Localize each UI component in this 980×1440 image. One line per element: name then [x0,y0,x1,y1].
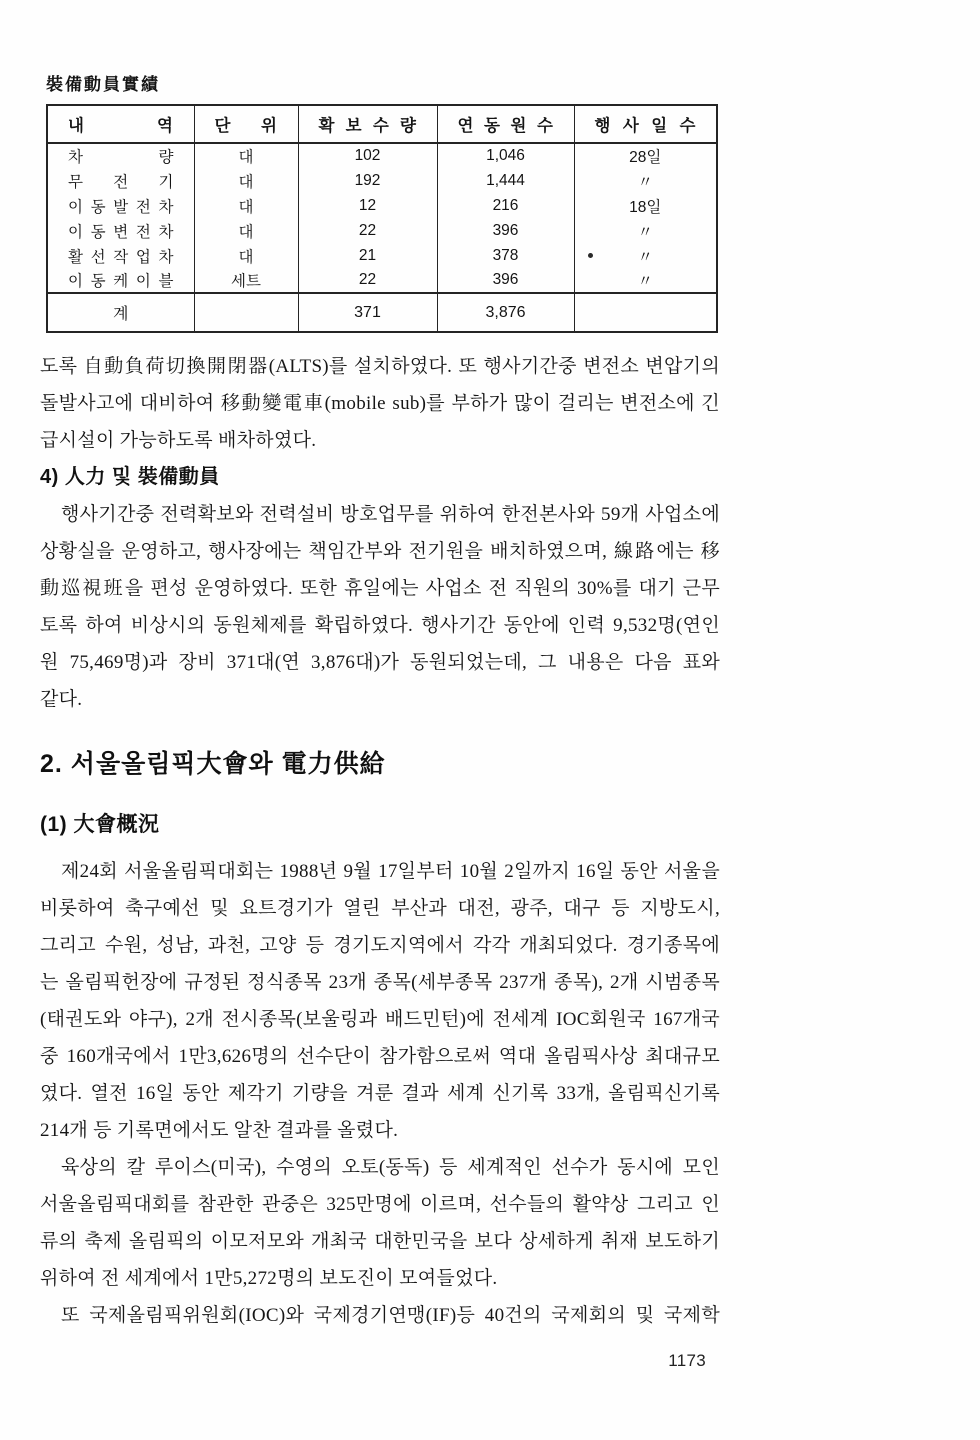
cell-unit: 대 [194,193,298,218]
text-line: 비롯하여 축구예선 및 요트경기가 열린 부산과 대전, 광주, 대구 등 지방도시, [40,898,720,919]
cell-unit: 대 [194,168,298,193]
cell-qty: 22 [298,218,437,243]
text-line: 급시설이 가능하도록 배차하였다. [40,430,317,451]
cell-days: 〃 [574,218,717,243]
cell-item: 무 전 기 [47,168,194,193]
text-line: 도록 自動負荷切換開閉器(ALTS)를 설치하였다. 또 행사기간중 변전소 변압기의 [40,356,720,377]
text-line: 중 160개국에서 1만3,626명의 선수단이 참가함으로써 역대 올림픽사상 최대규모 [40,1046,720,1067]
cell-total-label: 계 [47,293,194,332]
table-row [47,268,717,293]
cell-unit: 대 [194,218,298,243]
paragraph-manpower [40,496,720,718]
column-header-total-mobilized: 연 동 원 수 [437,105,574,143]
text-line: (태권도와 야구), 2개 전시종목(보울링과 배드민턴)에 전세계 IOC회원국 167개국 [40,1009,720,1030]
cell-total-qty: 371 [298,293,437,332]
cell-total-unit [194,293,298,332]
print-artifact-dot [588,253,593,258]
cell-item: 이 동 변 전 차 [47,218,194,243]
column-header-item: 내 역 [47,105,194,143]
cell-qty: 192 [298,168,437,193]
paragraph-alts [40,348,720,459]
cell-days: 18일 [574,193,717,218]
cell-qty: 21 [298,243,437,268]
cell-days: 〃 [574,243,717,268]
column-header-unit: 단 위 [194,105,298,143]
cell-item: 이 동 케 이 블 [47,268,194,293]
text-line: 상황실을 운영하고, 행사장에는 책임간부와 전기원을 배치하였으며, 線路에는 移 [40,541,720,562]
text-line: 육상의 칼 루이스(미국), 수영의 오토(동독) 등 세계적인 선수가 동시에 모인 [61,1157,720,1178]
paragraph-congress [40,1297,720,1334]
cell-mobilized: 396 [437,218,574,243]
cell-days: 28일 [574,143,717,168]
table-row [47,193,717,218]
chapter-heading: 2. 서울올림픽大會와 電力供給 [40,750,386,778]
text-column [40,348,720,1376]
text-line: 는 올림픽헌장에 규정된 정식종목 23개 종목(세부종목 237개 종목), 2개 시범종목 [40,972,720,993]
cell-qty: 102 [298,143,437,168]
cell-total-days [574,293,717,332]
text-line: 토록 하여 비상시의 동원체제를 확립하였다. 행사기간 동안에 인력 9,532명(연인 [40,615,720,636]
equipment-mobilization-table [46,104,718,333]
text-line: 그리고 수원, 성남, 과천, 고양 등 경기도지역에서 각각 개최되었다. 경기종목에 [40,935,720,956]
text-line: 또 국제올림픽위원회(IOC)와 국제경기연맹(IF)등 40건의 국제회의 및 국제학 [61,1305,720,1326]
text-line: 돌발사고에 대비하여 移動變電車(mobile sub)를 부하가 많이 걸리는 변전소에 긴 [40,393,720,414]
subsection-heading-overview: (1) 大會概況 [40,813,160,836]
cell-qty: 22 [298,268,437,293]
cell-total-mobilized: 3,876 [437,293,574,332]
text-line: 였다. 열전 16일 동안 제각기 기량을 겨룬 결과 세계 신기록 33개, 올림픽신기록 [40,1083,720,1104]
paragraph-overview [40,853,720,1149]
cell-mobilized: 1,444 [437,168,574,193]
text-line: 動巡視班을 편성 운영하였다. 또한 휴일에는 사업소 전 직원의 30%를 대기 근무 [40,578,720,599]
section-heading-manpower: 4) 人力 및 裝備動員 [40,466,220,488]
cell-mobilized: 216 [437,193,574,218]
table-row [47,143,717,168]
column-header-secured-qty: 확 보 수 량 [298,105,437,143]
cell-qty: 12 [298,193,437,218]
text-line: 214개 등 기록면에서도 알찬 결과를 올렸다. [40,1120,399,1141]
paragraph-spectators [40,1149,720,1297]
cell-mobilized: 396 [437,268,574,293]
cell-mobilized: 378 [437,243,574,268]
text-line: 위하여 전 세계에서 1만5,272명의 보도진이 모여들었다. [40,1268,498,1289]
cell-unit: 대 [194,243,298,268]
table-row [47,243,717,268]
text-line: 원 75,469명)과 장비 371대(연 3,876대)가 동원되었는데, 그 내용은 다음 표와 [40,652,720,673]
cell-unit: 대 [194,143,298,168]
page-number: 1173 [668,1351,706,1370]
cell-unit: 세트 [194,268,298,293]
cell-days: 〃 [574,268,717,293]
table-header-row [47,105,717,143]
cell-mobilized: 1,046 [437,143,574,168]
cell-item: 활 선 작 업 차 [47,243,194,268]
table-title: 裝備動員實績 [46,75,160,94]
text-line: 서울올림픽대회를 참관한 관중은 325만명에 이르며, 선수들의 활약상 그리고 인 [40,1194,720,1215]
cell-item: 이 동 발 전 차 [47,193,194,218]
cell-item: 차 량 [47,143,194,168]
text-line: 같다. [40,689,83,710]
cell-days: 〃 [574,168,717,193]
text-line: 류의 축제 올림픽의 이모저모와 개최국 대한민국을 보다 상세하게 취재 보도하기 [40,1231,720,1252]
table-row [47,168,717,193]
table-total-row [47,293,717,332]
text-line: 제24회 서울올림픽대회는 1988년 9월 17일부터 10월 2일까지 16일 동안 서울을 [61,861,720,882]
table-row [47,218,717,243]
text-line: 행사기간중 전력확보와 전력설비 방호업무를 위하여 한전본사와 59개 사업소에 [61,504,720,525]
column-header-event-days: 행 사 일 수 [574,105,717,143]
